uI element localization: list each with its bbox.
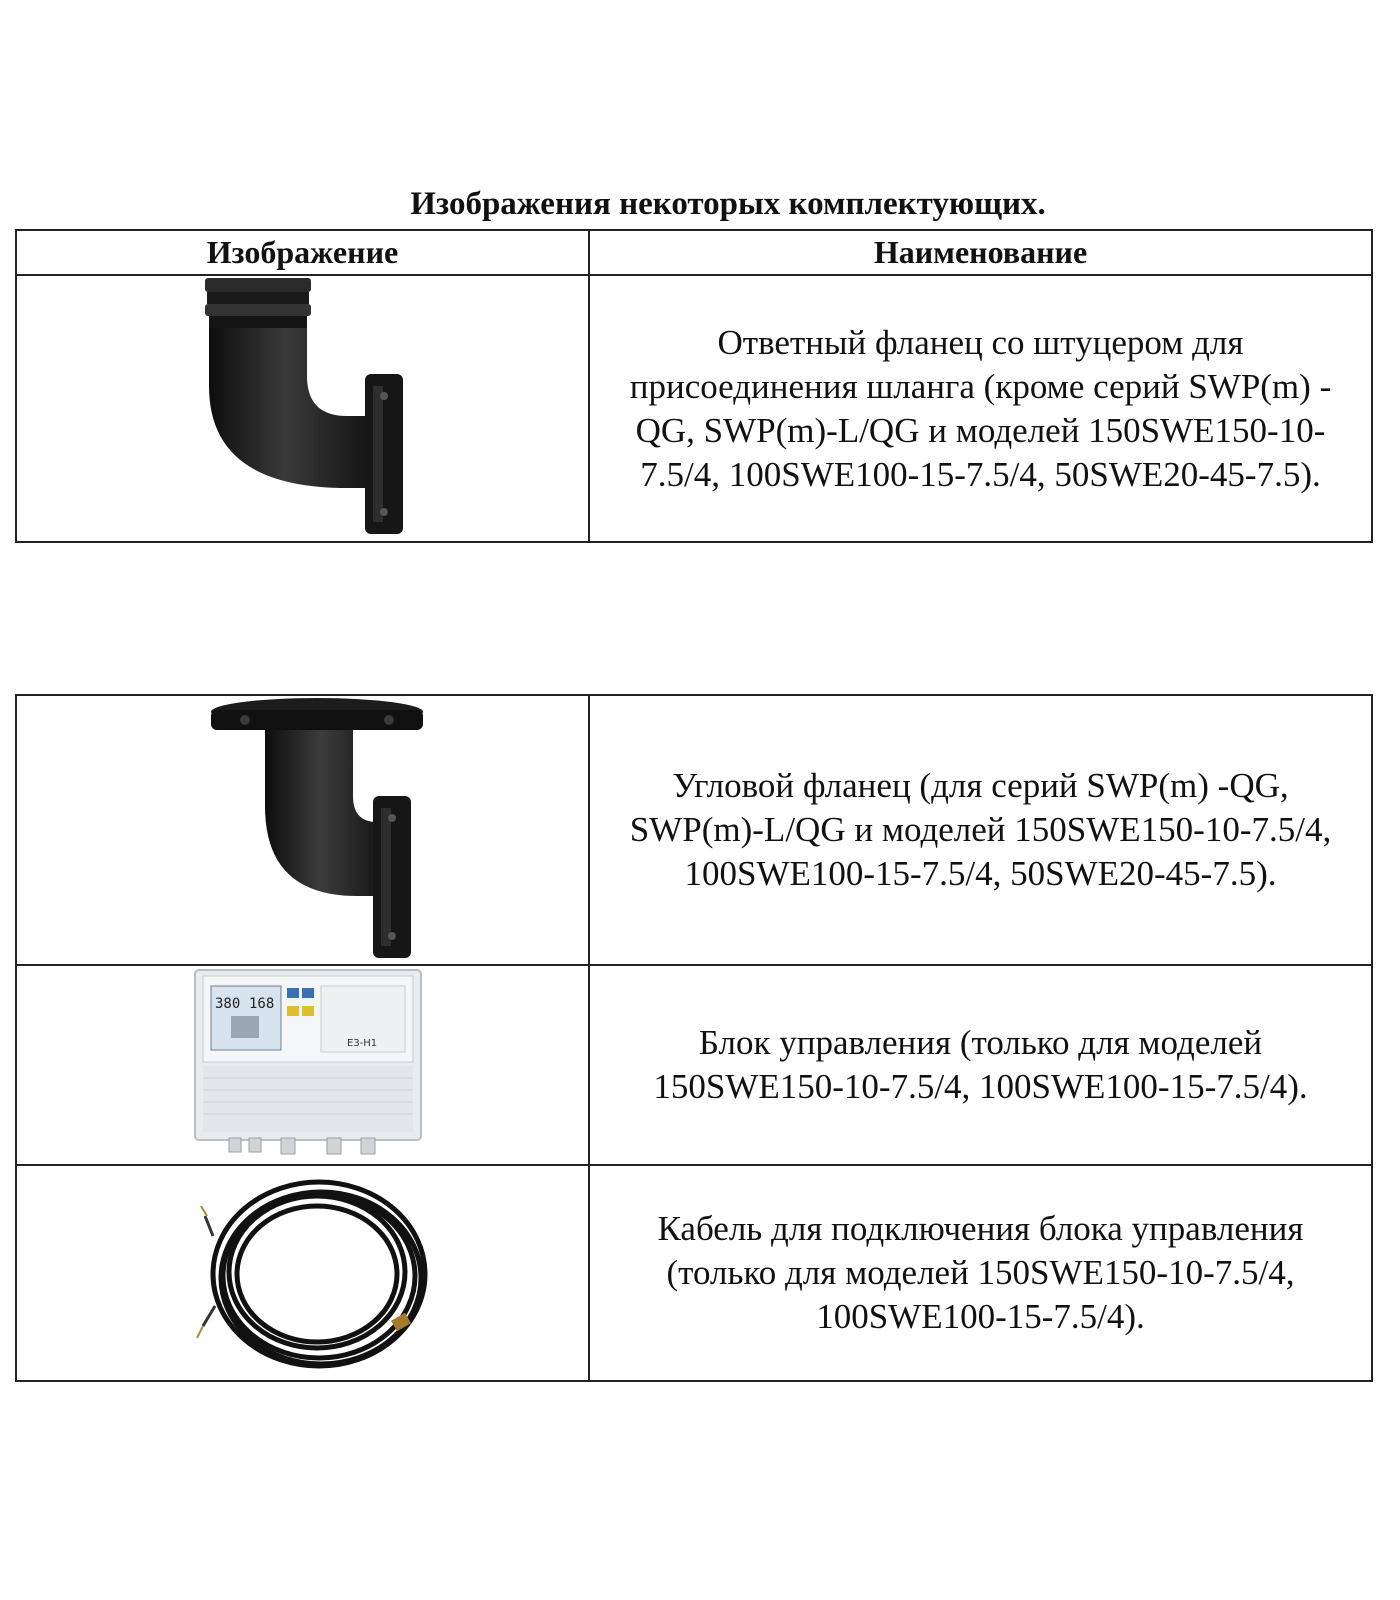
display-current: 168: [249, 996, 275, 1012]
hose-flange-elbow-icon: [17, 276, 589, 541]
image-cell: [16, 695, 589, 965]
page-title: Изображения некоторых комплектующих.: [410, 186, 1046, 222]
image-cell: [16, 275, 589, 542]
image-cell: [16, 1165, 589, 1381]
table-row: [16, 1165, 1372, 1381]
part-name: Кабель для подключения блока управления (только для моделей 150SWE150-10-7.5/4, 100SWE100-15-7.5/4).: [589, 1165, 1372, 1381]
parts-table-part-2: [15, 694, 1373, 1382]
model-label: E3-H1: [347, 1038, 378, 1049]
control-unit-icon: [17, 966, 589, 1164]
table-header-row: [16, 230, 1372, 275]
display-voltage: 380: [215, 996, 241, 1012]
table-row: [16, 275, 1372, 542]
cable-coil-icon: [17, 1166, 589, 1380]
table-row: [16, 695, 1372, 965]
header-name: Наименование: [589, 230, 1372, 275]
part-name: Блок управления (только для моделей 150SWE150-10-7.5/4, 100SWE100-15-7.5/4).: [589, 965, 1372, 1165]
part-name: Ответный фланец со штуцером для присоединения шланга (кроме серий SWP(m) -QG, SWP(m)-L/QG и моделей 150SWE150-10-7.5/4, 100SWE100-15-7.5/4, 50SWE20-45-7.5).: [589, 275, 1372, 542]
image-cell: [16, 965, 589, 1165]
parts-table-part-1: [15, 229, 1373, 543]
angle-flange-icon: [17, 696, 589, 964]
table-row: [16, 965, 1372, 1165]
part-name: Угловой фланец (для серий SWP(m) -QG, SWP(m)-L/QG и моделей 150SWE150-10-7.5/4, 100SWE100-15-7.5/4, 50SWE20-45-7.5).: [589, 695, 1372, 965]
header-image: Изображение: [16, 230, 589, 275]
